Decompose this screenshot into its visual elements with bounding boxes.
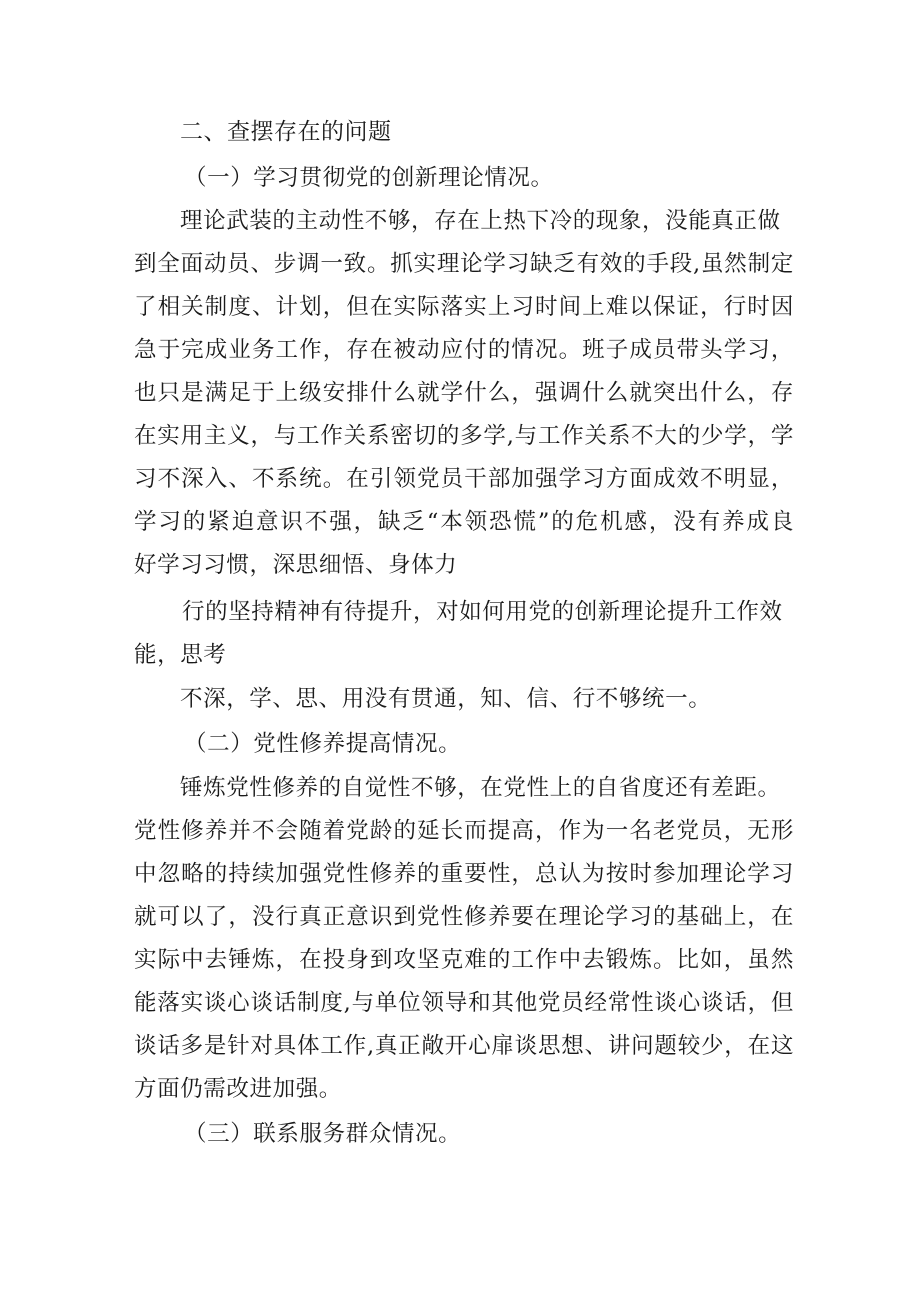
subsection-3-heading: （三）联系服务群众情况。 [184,1121,462,1147]
paragraph-line: 行的坚持精神有待提升，对如何用党的创新理论提升工作效 [182,599,783,625]
paragraph-line: 不深，学、思、用没有贯通，知、信、行不够统一。 [180,686,712,712]
paragraph-line: 方面仍需改进加强。 [134,1076,342,1102]
paragraph-line: 学习的紧迫意识不强，缺乏“本领恐慌”的危机感，没有养成良 [134,509,794,535]
paragraph-line: 能，思考 [134,642,227,668]
paragraph-line: 到全面动员、步调一致。抓实理论学习缺乏有效的手段,虽然制定 [134,251,794,277]
paragraph-line: 好学习习惯，深思细悟、身体力 [134,552,458,578]
paragraph-line: 理论武装的主动性不够，存在上热下冷的现象，没能真正做 [180,208,781,234]
paragraph-line: 就可以了，没行真正意识到党性修养要在理论学习的基础上，在 [134,904,794,930]
paragraph-line: 在实用主义，与工作关系密切的多学,与工作关系不大的少学，学 [134,423,794,449]
paragraph-line: 锤炼党性修养的自觉性不够，在党性上的自省度还有差距。 [180,775,781,801]
paragraph-line: 了相关制度、计划，但在实际落实上习时间上难以保证，行时因 [134,294,794,320]
paragraph-line: 谈话多是针对具体工作,真正敞开心扉谈思想、讲问题较少，在这 [134,1033,794,1059]
subsection-1-heading: （一）学习贯彻党的创新理论情况。 [184,165,554,191]
paragraph-line: 也只是满足于上级安排什么就学什么，强调什么就突出什么，存 [134,380,794,406]
paragraph-line: 习不深入、不系统。在引领党员干部加强学习方面成效不明显， [134,466,794,492]
paragraph-line: 中忽略的持续加强党性修养的重要性，总认为按时参加理论学习 [134,861,794,887]
paragraph-line: 实际中去锤炼，在投身到攻坚克难的工作中去锻炼。比如，虽然 [134,947,794,973]
paragraph-line: 急于完成业务工作，存在被动应付的情况。班子成员带头学习， [134,337,794,363]
subsection-2-heading: （二）党性修养提高情况。 [184,731,462,757]
paragraph-line: 党性修养并不会随着党龄的延长而提高，作为一名老党员，无形 [134,818,794,844]
section-title: 二、查摆存在的问题 [180,119,392,145]
paragraph-line: 能落实谈心谈话制度,与单位领导和其他党员经常性谈心谈话，但 [134,990,794,1016]
